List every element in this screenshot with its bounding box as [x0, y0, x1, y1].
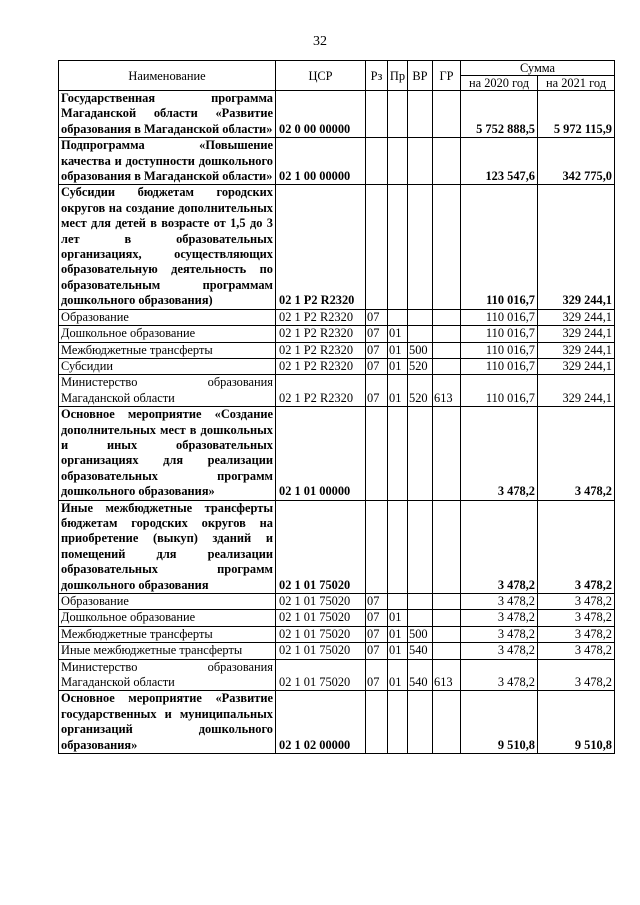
cell-vr [408, 185, 433, 309]
header-vr: ВР [408, 61, 433, 91]
cell-s2020: 3 478,2 [461, 610, 538, 626]
cell-pr: 01 [388, 610, 408, 626]
table-row [59, 691, 615, 754]
cell-s2020: 110 016,7 [461, 326, 538, 342]
cell-vr: 540 [408, 643, 433, 659]
table-row [59, 185, 615, 309]
header-2020: на 2020 год [461, 76, 538, 91]
cell-vr: 520 [408, 358, 433, 374]
cell-s2021: 5 972 115,9 [538, 91, 615, 138]
cell-csr: 02 1 01 75020 [276, 643, 366, 659]
cell-gr [433, 358, 461, 374]
cell-csr: 02 1 01 75020 [276, 500, 366, 593]
cell-pr: 01 [388, 358, 408, 374]
cell-pr [388, 594, 408, 610]
cell-csr: 02 1 00 00000 [276, 138, 366, 185]
cell-vr [408, 691, 433, 754]
cell-vr [408, 594, 433, 610]
table-row [59, 342, 615, 358]
cell-s2021: 329 244,1 [538, 375, 615, 407]
cell-s2021: 329 244,1 [538, 358, 615, 374]
cell-vr [408, 610, 433, 626]
cell-gr [433, 626, 461, 642]
cell-s2021: 3 478,2 [538, 610, 615, 626]
table-row [59, 500, 615, 593]
table-row [59, 138, 615, 185]
table-row [59, 407, 615, 500]
cell-vr: 540 [408, 659, 433, 691]
cell-name: Иные межбюджетные трансферты бюджетам городских округов на приобретение (выкуп) зданий и помещений для реализации образовательных программ дошкольного образования [59, 500, 276, 593]
cell-s2020: 5 752 888,5 [461, 91, 538, 138]
cell-s2020: 3 478,2 [461, 407, 538, 500]
cell-s2021: 329 244,1 [538, 342, 615, 358]
cell-rz [366, 91, 388, 138]
cell-rz: 07 [366, 643, 388, 659]
table-row [59, 643, 615, 659]
header-rz: Рз [366, 61, 388, 91]
cell-rz: 07 [366, 659, 388, 691]
table-row [59, 659, 615, 691]
cell-s2021: 3 478,2 [538, 407, 615, 500]
cell-pr: 01 [388, 626, 408, 642]
cell-pr [388, 500, 408, 593]
table-body [59, 91, 615, 754]
cell-vr [408, 91, 433, 138]
cell-csr: 02 1 P2 R2320 [276, 358, 366, 374]
cell-vr [408, 309, 433, 325]
cell-csr: 02 1 P2 R2320 [276, 309, 366, 325]
cell-s2021: 3 478,2 [538, 626, 615, 642]
table-row [59, 309, 615, 325]
cell-vr [408, 500, 433, 593]
cell-rz: 07 [366, 326, 388, 342]
cell-name: Подпрограмма «Повышение качества и доступности дошкольного образования в Магаданской области» [59, 138, 276, 185]
cell-vr: 500 [408, 626, 433, 642]
cell-name: Государственная программа Магаданской области «Развитие образования в Магаданской области» [59, 91, 276, 138]
cell-rz: 07 [366, 610, 388, 626]
cell-pr [388, 138, 408, 185]
cell-name: Основное мероприятие «Развитие государственных и муниципальных организаций дошкольного образования» [59, 691, 276, 754]
cell-s2021: 329 244,1 [538, 326, 615, 342]
cell-rz [366, 138, 388, 185]
cell-s2020: 110 016,7 [461, 375, 538, 407]
cell-s2020: 3 478,2 [461, 643, 538, 659]
cell-rz: 07 [366, 342, 388, 358]
cell-name: Министерство образования Магаданской области [59, 375, 276, 407]
cell-vr [408, 326, 433, 342]
cell-pr [388, 691, 408, 754]
cell-s2021: 3 478,2 [538, 594, 615, 610]
header-gr: ГР [433, 61, 461, 91]
table-row [59, 358, 615, 374]
cell-gr [433, 91, 461, 138]
cell-gr: 613 [433, 659, 461, 691]
cell-s2020: 3 478,2 [461, 500, 538, 593]
cell-csr: 02 0 00 00000 [276, 91, 366, 138]
cell-csr: 02 1 P2 R2320 [276, 375, 366, 407]
cell-gr [433, 407, 461, 500]
cell-pr [388, 309, 408, 325]
cell-csr: 02 1 P2 R2320 [276, 185, 366, 309]
cell-csr: 02 1 P2 R2320 [276, 342, 366, 358]
table-row [59, 375, 615, 407]
page-number: 32 [313, 34, 327, 49]
cell-gr [433, 309, 461, 325]
cell-name: Субсидии [59, 358, 276, 374]
cell-name: Министерство образования Магаданской области [59, 659, 276, 691]
cell-name: Основное мероприятие «Создание дополнительных мест в дошкольных и иных образовательных организациях для реализации образовательных программ дошкольного образования» [59, 407, 276, 500]
table-row [59, 610, 615, 626]
cell-rz [366, 407, 388, 500]
cell-s2020: 123 547,6 [461, 138, 538, 185]
cell-name: Дошкольное образование [59, 610, 276, 626]
cell-gr: 613 [433, 375, 461, 407]
cell-rz: 07 [366, 309, 388, 325]
cell-vr [408, 407, 433, 500]
cell-gr [433, 691, 461, 754]
cell-gr [433, 610, 461, 626]
cell-gr [433, 138, 461, 185]
cell-s2021: 9 510,8 [538, 691, 615, 754]
cell-pr: 01 [388, 659, 408, 691]
cell-pr [388, 91, 408, 138]
cell-rz: 07 [366, 375, 388, 407]
table-row [59, 626, 615, 642]
cell-csr: 02 1 02 00000 [276, 691, 366, 754]
cell-name: Образование [59, 594, 276, 610]
budget-table [58, 60, 615, 754]
cell-gr [433, 185, 461, 309]
header-csr: ЦСР [276, 61, 366, 91]
cell-rz [366, 691, 388, 754]
cell-s2020: 110 016,7 [461, 185, 538, 309]
header-2021: на 2021 год [538, 76, 615, 91]
cell-name: Межбюджетные трансферты [59, 342, 276, 358]
cell-s2021: 3 478,2 [538, 500, 615, 593]
cell-name: Дошкольное образование [59, 326, 276, 342]
cell-pr [388, 185, 408, 309]
cell-gr [433, 326, 461, 342]
header-pr: Пр [388, 61, 408, 91]
cell-pr: 01 [388, 342, 408, 358]
cell-rz: 07 [366, 358, 388, 374]
cell-csr: 02 1 01 75020 [276, 610, 366, 626]
cell-csr: 02 1 01 75020 [276, 594, 366, 610]
cell-s2020: 110 016,7 [461, 342, 538, 358]
cell-rz: 07 [366, 626, 388, 642]
cell-gr [433, 500, 461, 593]
cell-name: Субсидии бюджетам городских округов на создание дополнительных мест для детей в возрасте от 1,5 до 3 лет в образовательных организациях, осуществляющих образовательную деятельность по образовательным программам дошкольного образования) [59, 185, 276, 309]
cell-vr: 500 [408, 342, 433, 358]
cell-csr: 02 1 01 00000 [276, 407, 366, 500]
cell-pr: 01 [388, 375, 408, 407]
cell-vr [408, 138, 433, 185]
cell-s2021: 3 478,2 [538, 643, 615, 659]
header-name: Наименование [59, 61, 276, 91]
cell-pr: 01 [388, 643, 408, 659]
cell-rz: 07 [366, 594, 388, 610]
cell-gr [433, 594, 461, 610]
cell-s2021: 342 775,0 [538, 138, 615, 185]
cell-name: Межбюджетные трансферты [59, 626, 276, 642]
cell-s2021: 3 478,2 [538, 659, 615, 691]
cell-csr: 02 1 01 75020 [276, 626, 366, 642]
cell-gr [433, 342, 461, 358]
cell-pr [388, 407, 408, 500]
cell-s2020: 110 016,7 [461, 358, 538, 374]
table-row [59, 594, 615, 610]
cell-rz [366, 500, 388, 593]
cell-csr: 02 1 P2 R2320 [276, 326, 366, 342]
cell-gr [433, 643, 461, 659]
cell-csr: 02 1 01 75020 [276, 659, 366, 691]
cell-pr: 01 [388, 326, 408, 342]
cell-s2020: 3 478,2 [461, 626, 538, 642]
cell-s2020: 110 016,7 [461, 309, 538, 325]
cell-s2020: 3 478,2 [461, 594, 538, 610]
cell-rz [366, 185, 388, 309]
table-row [59, 326, 615, 342]
cell-s2021: 329 244,1 [538, 309, 615, 325]
cell-s2020: 9 510,8 [461, 691, 538, 754]
header-sum: Сумма [461, 61, 615, 76]
cell-name: Иные межбюджетные трансферты [59, 643, 276, 659]
cell-name: Образование [59, 309, 276, 325]
cell-s2021: 329 244,1 [538, 185, 615, 309]
cell-s2020: 3 478,2 [461, 659, 538, 691]
cell-vr: 520 [408, 375, 433, 407]
table-row [59, 91, 615, 138]
